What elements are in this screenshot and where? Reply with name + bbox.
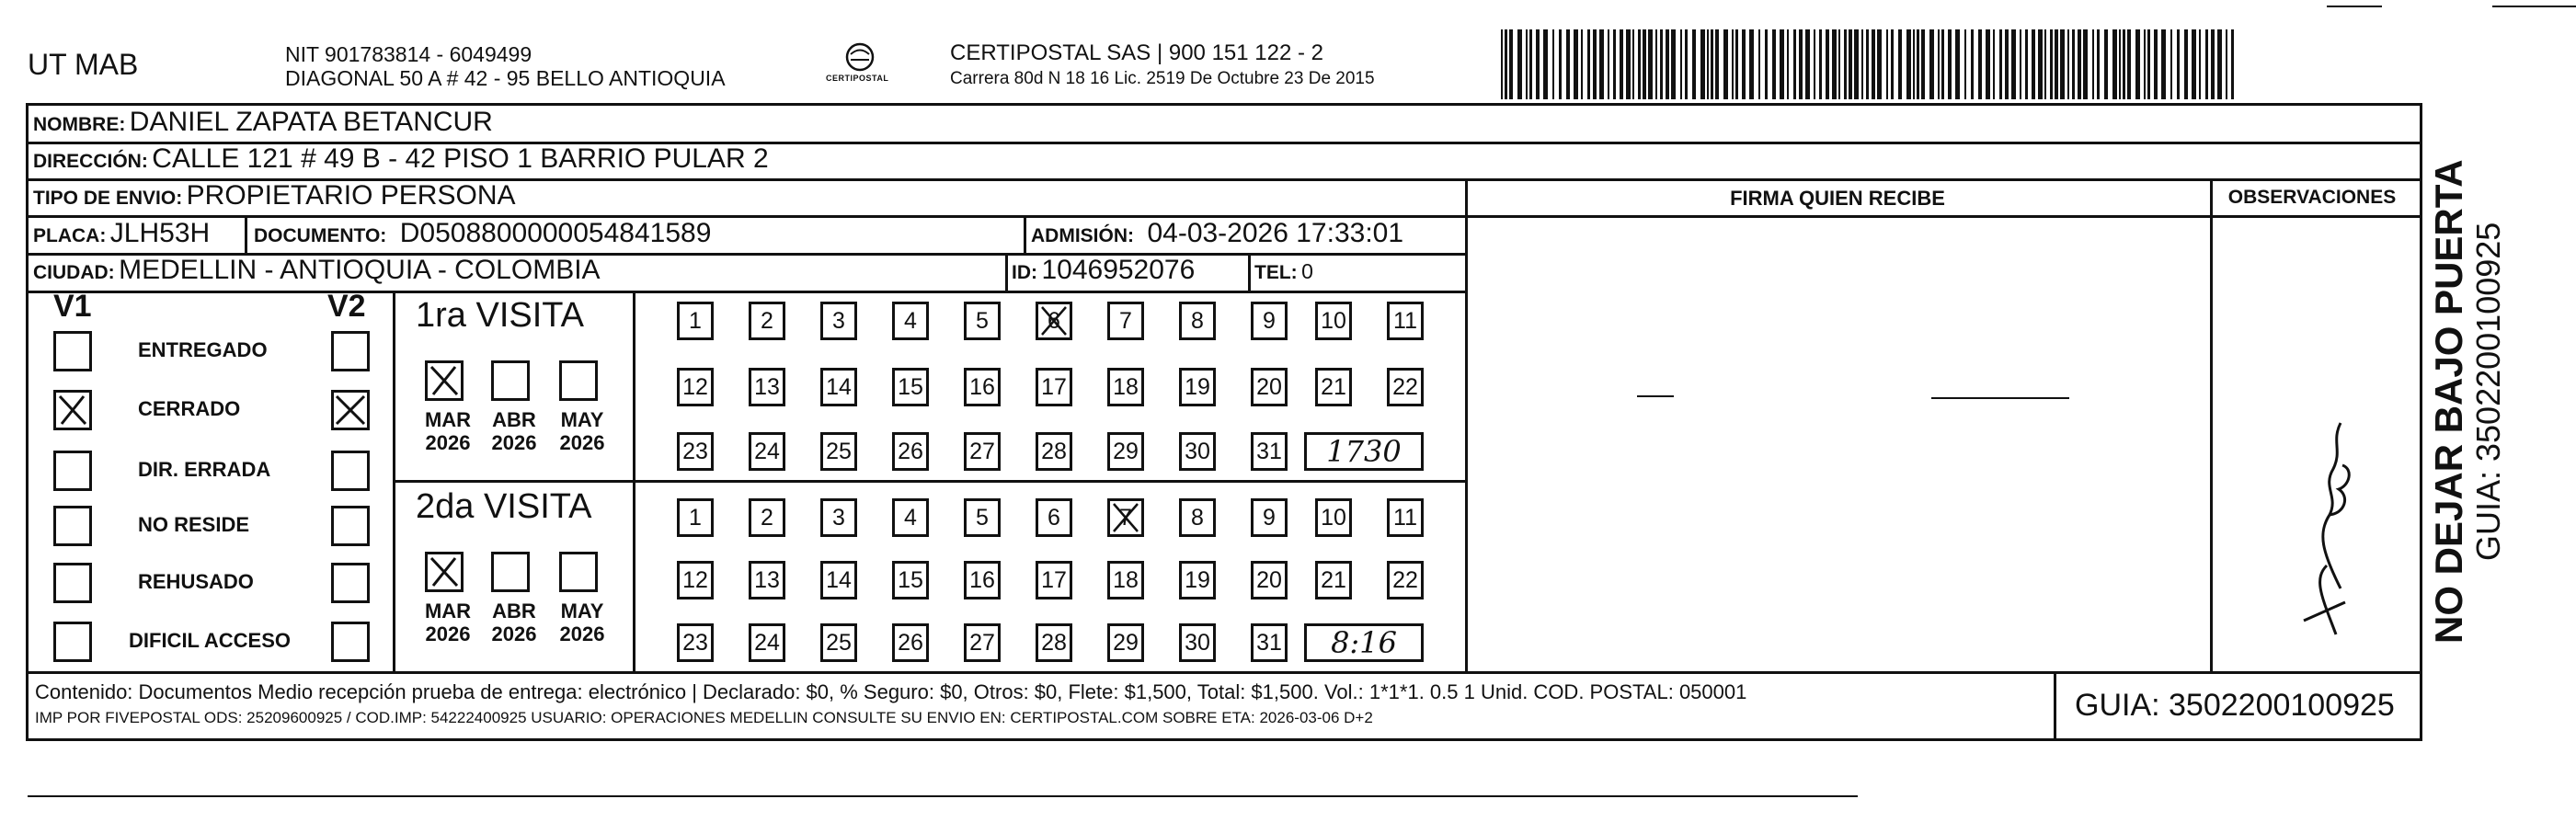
day-number: 19 (1185, 567, 1210, 593)
observaciones-header: OBSERVACIONES (2227, 187, 2397, 208)
day-number: 8 (1191, 505, 1204, 531)
carrier-name: CERTIPOSTAL SAS | 900 151 122 - 2 (950, 40, 1323, 65)
check-x-icon (1038, 304, 1070, 337)
col-line (2054, 671, 2056, 741)
month-year: 2026 (559, 622, 605, 645)
v2-header: V2 (327, 289, 366, 324)
status-label: DIR. ERRADA (138, 458, 271, 481)
visit2-day-box[interactable] (820, 498, 857, 537)
visit1-day-box[interactable] (820, 432, 857, 471)
footer-contenido: Contenido: Documentos Medio recepción prueba de entrega: electrónico | Declarado: $0, % Seguro: $0, Otros: $0, Flete: $1,500, Total: $1,500. Vol.: 1*1*1. 0.5 1 Unid. COD. POSTAL: 050001 (35, 680, 1747, 703)
visit1-month-label (550, 408, 614, 454)
col-line (1248, 253, 1251, 291)
visit2-day-box[interactable] (964, 561, 1001, 599)
day-number: 7 (1119, 505, 1132, 531)
day-number: 31 (1256, 439, 1282, 464)
day-number: 2 (761, 505, 773, 531)
visit2-month-label (416, 599, 480, 645)
sig-header-line (1465, 215, 2414, 218)
visit2-day-box[interactable] (1036, 498, 1072, 537)
v1-status-checkbox[interactable] (53, 506, 92, 546)
visit2-day-box[interactable] (820, 561, 857, 599)
visit1-month-checkbox[interactable] (491, 360, 530, 401)
visit1-day-box[interactable] (677, 432, 714, 471)
tipo-label: TIPO DE ENVIO: (33, 188, 183, 209)
visit2-month-checkbox[interactable] (559, 552, 598, 592)
day-number: 24 (754, 630, 780, 656)
placa-value: JLH53H (109, 218, 211, 248)
day-number: 29 (1113, 439, 1139, 464)
logo-text: CERTIPOSTAL (826, 74, 889, 83)
visit2-day-box[interactable] (1387, 561, 1424, 599)
visit1-day-box[interactable] (1387, 302, 1424, 340)
signature-line (1637, 395, 1674, 397)
day-number: 9 (1263, 308, 1276, 334)
day-number: 26 (898, 439, 923, 464)
visit2-day-box[interactable] (1107, 498, 1144, 537)
day-number: 8 (1191, 308, 1204, 334)
visit1-day-box[interactable] (1107, 432, 1144, 471)
day-number: 1 (689, 505, 702, 531)
barcode (1501, 29, 2246, 99)
month-name: ABR (492, 599, 536, 622)
visit1-day-box[interactable] (1387, 368, 1424, 406)
tel-label: TEL: (1254, 262, 1298, 283)
day-number: 10 (1321, 308, 1346, 334)
day-number: 15 (898, 374, 923, 400)
visit2-day-box[interactable] (1387, 498, 1424, 537)
visit2-month-label (482, 599, 546, 645)
check-x-icon (56, 393, 89, 428)
day-number: 18 (1113, 567, 1139, 593)
day-number: 15 (898, 567, 923, 593)
month-year: 2026 (559, 431, 605, 454)
visit2-day-box[interactable] (749, 561, 785, 599)
nombre-value: DANIEL ZAPATA BETANCUR (129, 107, 493, 137)
admision-label: ADMISIÓN: (1031, 225, 1134, 246)
visit2-day-box[interactable] (1107, 561, 1144, 599)
visit2-day-box[interactable] (964, 498, 1001, 537)
bottom-rule (28, 795, 1858, 797)
tel-value: 0 (1301, 259, 1313, 283)
day-number: 7 (1119, 308, 1132, 334)
direccion-label: DIRECCIÓN: (33, 151, 148, 172)
v1-status-checkbox[interactable] (53, 390, 92, 430)
visit2-day-box[interactable] (1036, 623, 1072, 662)
ciudad-label: CIUDAD: (33, 262, 115, 283)
day-number: 6 (1048, 308, 1060, 334)
day-number: 23 (682, 439, 708, 464)
visit1-month-checkbox[interactable] (559, 360, 598, 401)
day-number: 4 (904, 505, 917, 531)
row-line (26, 671, 2422, 674)
day-number: 27 (969, 630, 995, 656)
visit2-day-box[interactable] (749, 623, 785, 662)
day-number: 26 (898, 630, 923, 656)
signature-line (1931, 397, 2069, 399)
visit2-day-box[interactable] (964, 623, 1001, 662)
day-number: 9 (1263, 505, 1276, 531)
check-x-icon (334, 393, 367, 428)
visit1-day-box[interactable] (964, 368, 1001, 406)
v2-status-checkbox[interactable] (331, 506, 370, 546)
month-name: MAY (560, 599, 604, 622)
day-number: 11 (1393, 505, 1417, 531)
check-x-icon (428, 363, 461, 398)
v2-status-checkbox[interactable] (331, 622, 370, 662)
visit1-day-box[interactable] (892, 432, 929, 471)
ciudad-value: MEDELLIN - ANTIOQUIA - COLOMBIA (119, 255, 601, 285)
tipo-value: PROPIETARIO PERSONA (186, 180, 516, 211)
visit1-day-box[interactable] (1179, 368, 1216, 406)
day-number: 16 (969, 374, 995, 400)
side-guia: GUIA: 3502200100925 (2469, 222, 2507, 561)
documento-value: D0508800000054841589 (399, 218, 712, 248)
day-number: 31 (1256, 630, 1282, 656)
visit1-day-box[interactable] (677, 302, 714, 340)
visit2-day-box[interactable] (892, 623, 929, 662)
visit1-month-label (482, 408, 546, 454)
corner-mark (2492, 6, 2576, 7)
col-line (245, 215, 247, 253)
visit2-day-box[interactable] (1251, 498, 1288, 537)
month-name: MAR (424, 408, 472, 431)
status-label: REHUSADO (138, 570, 254, 593)
visit1-day-box[interactable] (820, 302, 857, 340)
day-number: 28 (1041, 439, 1067, 464)
day-number: 13 (754, 374, 780, 400)
visit1-handwritten-time: 1730 (1304, 432, 1424, 471)
day-number: 12 (682, 374, 708, 400)
day-number: 27 (969, 439, 995, 464)
visit2-day-box[interactable] (1179, 561, 1216, 599)
col-line (1024, 215, 1026, 253)
day-number: 20 (1256, 567, 1282, 593)
visit2-day-box[interactable] (1315, 561, 1352, 599)
direccion-value: CALLE 121 # 49 B - 42 PISO 1 BARRIO PULAR 2 (152, 143, 769, 174)
visit2-day-box[interactable] (677, 561, 714, 599)
visit1-day-box[interactable] (1315, 302, 1352, 340)
day-number: 22 (1392, 374, 1418, 400)
day-number: 19 (1185, 374, 1210, 400)
visit1-day-box[interactable] (1179, 432, 1216, 471)
visit1-title: 1ra VISITA (416, 296, 585, 335)
day-number: 25 (826, 439, 852, 464)
day-number: 17 (1041, 567, 1067, 593)
v1-status-checkbox[interactable] (53, 622, 92, 662)
day-number: 16 (969, 567, 995, 593)
day-number: 3 (832, 308, 845, 334)
v2-status-checkbox[interactable] (331, 451, 370, 491)
visit2-day-box[interactable] (892, 561, 929, 599)
visit1-month-checkbox[interactable] (425, 360, 464, 401)
visit1-day-box[interactable] (1036, 432, 1072, 471)
day-number: 3 (832, 505, 845, 531)
company-address: DIAGONAL 50 A # 42 - 95 BELLO ANTIOQUIA (285, 66, 726, 90)
day-number: 1 (689, 308, 702, 334)
visit1-day-box[interactable] (1107, 302, 1144, 340)
check-x-icon (1110, 501, 1141, 534)
signature-header: FIRMA QUIEN RECIBE (1730, 187, 1945, 210)
day-number: 30 (1185, 439, 1210, 464)
visit2-handwritten-time: 8:16 (1304, 623, 1424, 662)
admision-value: 04-03-2026 17:33:01 (1147, 218, 1404, 248)
v1-header: V1 (53, 289, 92, 324)
check-x-icon (428, 554, 461, 589)
month-name: ABR (492, 408, 536, 431)
visit2-day-box[interactable] (820, 623, 857, 662)
visit2-day-box[interactable] (892, 498, 929, 537)
day-number: 5 (976, 505, 989, 531)
visit1-day-box[interactable] (964, 302, 1001, 340)
visit1-day-box[interactable] (749, 432, 785, 471)
visit1-day-box[interactable] (1107, 368, 1144, 406)
documento-label: DOCUMENTO: (254, 225, 387, 246)
footer-imp: IMP POR FIVEPOSTAL ODS: 25209600925 / COD.IMP: 54222400925 USUARIO: OPERACIONES MEDELLIN CONSULTE SU ENVIO EN: CERTIPOSTAL.COM SOBRE ETA: 2026-03-06 D+2 (35, 709, 1373, 726)
visit2-day-box[interactable] (677, 498, 714, 537)
observaciones-signature-icon (2258, 405, 2377, 644)
day-number: 29 (1113, 630, 1139, 656)
v1-status-checkbox[interactable] (53, 331, 92, 371)
side-warning: NO DEJAR BAJO PUERTA (2427, 159, 2470, 644)
col-line (1465, 178, 1468, 671)
nombre-label: NOMBRE: (33, 114, 126, 135)
day-number: 28 (1041, 630, 1067, 656)
company-name: UT MAB (28, 48, 139, 81)
company-nit: NIT 901783814 - 6049499 (285, 42, 532, 66)
status-label: CERRADO (138, 397, 241, 420)
visit1-day-box[interactable] (892, 368, 929, 406)
visit1-day-box[interactable] (964, 432, 1001, 471)
visit2-day-box[interactable] (1179, 623, 1216, 662)
v2-status-checkbox[interactable] (331, 390, 370, 430)
visit1-day-box[interactable] (1179, 302, 1216, 340)
col-line (2210, 178, 2213, 671)
day-number: 12 (682, 567, 708, 593)
day-number: 14 (826, 567, 852, 593)
corner-mark (2327, 6, 2382, 7)
placa-label: PLACA: (33, 225, 107, 246)
visit1-day-box[interactable] (1315, 368, 1352, 406)
visit1-day-box[interactable] (1251, 432, 1288, 471)
month-year: 2026 (425, 431, 471, 454)
visit1-day-box[interactable] (749, 368, 785, 406)
day-number: 18 (1113, 374, 1139, 400)
visit-divider (393, 480, 1465, 483)
visit2-day-box[interactable] (1251, 623, 1288, 662)
visit1-day-box[interactable] (820, 368, 857, 406)
day-number: 2 (761, 308, 773, 334)
visit2-month-checkbox[interactable] (425, 552, 464, 592)
day-number: 20 (1256, 374, 1282, 400)
visit1-day-box[interactable] (677, 368, 714, 406)
v2-status-checkbox[interactable] (331, 331, 370, 371)
day-number: 21 (1321, 567, 1346, 593)
certipostal-logo-icon (809, 40, 910, 96)
id-value: 1046952076 (1041, 255, 1196, 285)
visit2-day-box[interactable] (1107, 623, 1144, 662)
day-number: 13 (754, 567, 780, 593)
visit2-title: 2da VISITA (416, 487, 592, 526)
visit2-day-box[interactable] (1036, 561, 1072, 599)
visit2-month-checkbox[interactable] (491, 552, 530, 592)
visit1-day-box[interactable] (1036, 302, 1072, 340)
month-year: 2026 (491, 431, 537, 454)
status-label: NO RESIDE (138, 513, 250, 536)
visit2-day-box[interactable] (677, 623, 714, 662)
day-number: 22 (1392, 567, 1418, 593)
month-year: 2026 (425, 622, 471, 645)
visit2-day-box[interactable] (1179, 498, 1216, 537)
footer-guia: GUIA: 3502200100925 (2075, 688, 2395, 723)
visit2-day-box[interactable] (1251, 561, 1288, 599)
day-number: 11 (1393, 308, 1417, 334)
day-number: 5 (976, 308, 989, 334)
id-label: ID: (1012, 262, 1037, 283)
visit1-day-box[interactable] (1251, 302, 1288, 340)
v1-status-checkbox[interactable] (53, 451, 92, 491)
status-label: ENTREGADO (138, 338, 268, 361)
day-number: 4 (904, 308, 917, 334)
day-number: 23 (682, 630, 708, 656)
status-label: DIFICIL ACCESO (129, 629, 292, 652)
visit1-day-box[interactable] (892, 302, 929, 340)
day-number: 24 (754, 439, 780, 464)
v2-status-checkbox[interactable] (331, 563, 370, 603)
visit2-day-box[interactable] (1315, 498, 1352, 537)
visit1-day-box[interactable] (1251, 368, 1288, 406)
visit2-day-box[interactable] (749, 498, 785, 537)
day-number: 6 (1048, 505, 1060, 531)
day-number: 30 (1185, 630, 1210, 656)
col-line (1005, 253, 1008, 291)
day-number: 17 (1041, 374, 1067, 400)
visit2-month-label (550, 599, 614, 645)
v1-status-checkbox[interactable] (53, 563, 92, 603)
month-year: 2026 (491, 622, 537, 645)
visit1-day-box[interactable] (1036, 368, 1072, 406)
day-number: 10 (1321, 505, 1346, 531)
day-number: 25 (826, 630, 852, 656)
carrier-license: Carrera 80d N 18 16 Lic. 2519 De Octubre 23 De 2015 (950, 69, 1375, 88)
day-number: 14 (826, 374, 852, 400)
day-number: 21 (1321, 374, 1346, 400)
visit1-day-box[interactable] (749, 302, 785, 340)
row-line (26, 291, 1467, 293)
month-name: MAY (560, 408, 604, 431)
visit1-month-label (416, 408, 480, 454)
month-name: MAR (424, 599, 472, 622)
